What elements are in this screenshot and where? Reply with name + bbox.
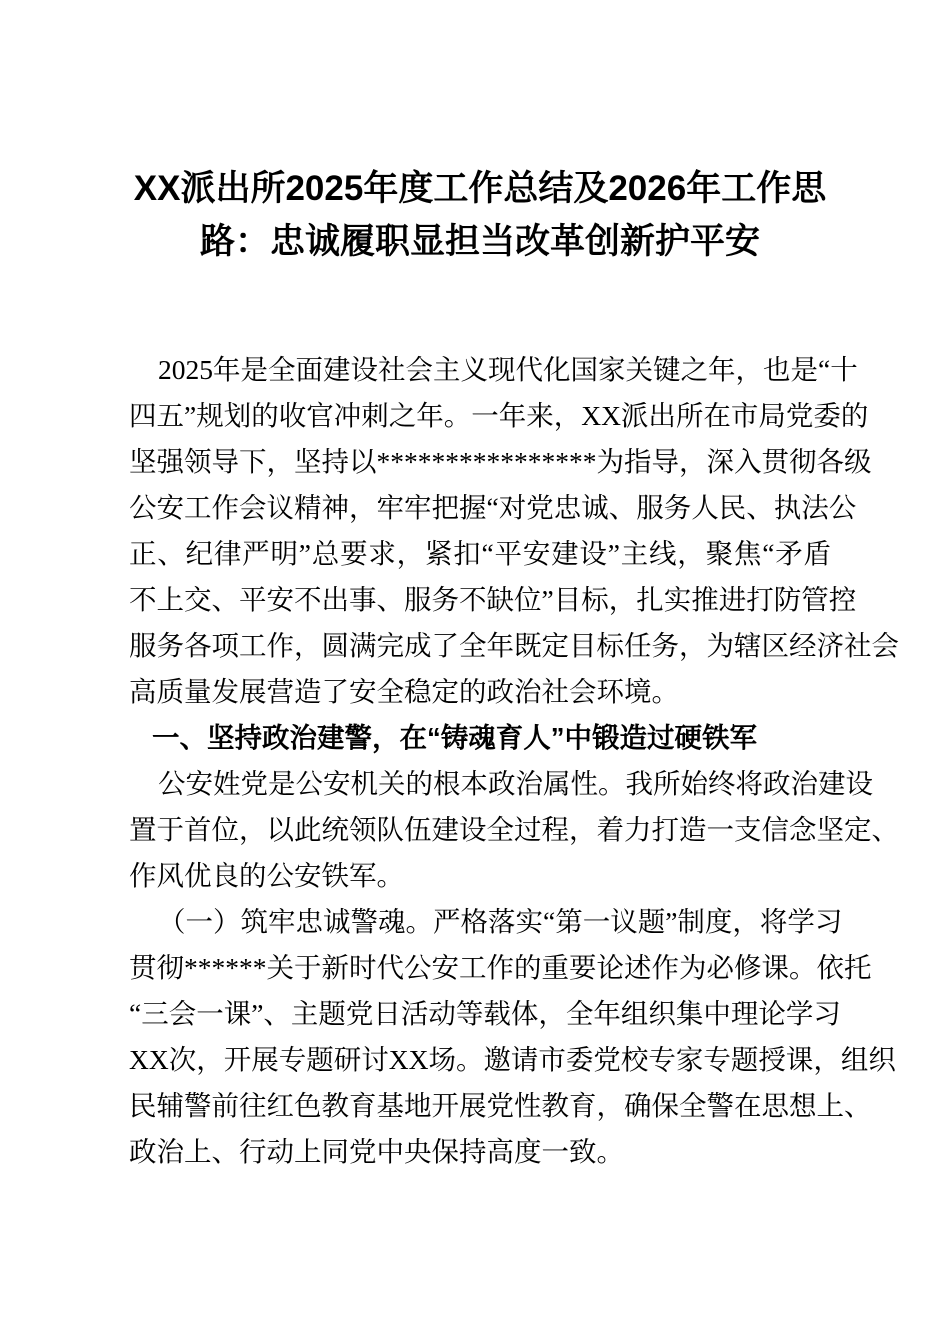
text-line: 高质量发展营造了安全稳定的政治社会环境。: [129, 676, 679, 707]
text-line: 公安姓党是公安机关的根本政治属性。我所始终将政治建设: [158, 768, 873, 799]
document-body: [129, 347, 899, 1175]
text-line: 置于首位，以此统领队伍建设全过程，着力打造一支信念坚定、: [129, 814, 899, 845]
paragraph-subsection-1: [129, 899, 896, 1175]
text-line: XX次，开展专题研讨XX场。邀请市委党校专家专题授课，组织: [129, 1044, 896, 1075]
text-line: 服务各项工作，圆满完成了全年既定目标任务，为辖区经济社会: [129, 630, 899, 661]
text-line: 正、纪律严明”总要求，紧扣“平安建设”主线，聚焦“矛盾: [129, 538, 831, 569]
text-line: （一）筑牢忠诚警魂。严格落实“第一议题”制度，将学习: [158, 906, 843, 937]
text-line: 贯彻******关于新时代公安工作的重要论述作为必修课。依托: [129, 952, 872, 983]
text-line: 坚强领导下，坚持以****************为指导，深入贯彻各级: [129, 446, 872, 477]
text-line: 不上交、平安不出事、服务不缺位”目标，扎实推进打防管控: [129, 584, 857, 615]
paragraph-intro: [129, 347, 899, 715]
text-line: 四五”规划的收官冲刺之年。一年来，XX派出所在市局党委的: [129, 400, 869, 431]
section-heading: 一、坚持政治建警，在“铸魂育人”中锻造过硬铁军: [152, 722, 757, 753]
title-line-1: XX派出所2025年度工作总结及2026年工作思: [133, 169, 827, 208]
document-title: [110, 162, 850, 268]
paragraph-section-intro: [129, 761, 899, 899]
text-line: “三会一课”、主题党日活动等载体，全年组织集中理论学习: [129, 998, 841, 1029]
text-line: 民辅警前往红色教育基地开展党性教育，确保全警在思想上、: [129, 1090, 872, 1121]
text-line: 2025年是全面建设社会主义现代化国家关键之年，也是“十: [158, 354, 858, 385]
title-line-2: 路：忠诚履职显担当改革创新护平安: [199, 222, 760, 261]
text-line: 政治上、行动上同党中央保持高度一致。: [129, 1136, 624, 1167]
text-line: 公安工作会议精神，牢牢把握“对党忠诚、服务人民、执法公: [129, 492, 857, 523]
text-line: 作风优良的公安铁军。: [129, 860, 404, 891]
